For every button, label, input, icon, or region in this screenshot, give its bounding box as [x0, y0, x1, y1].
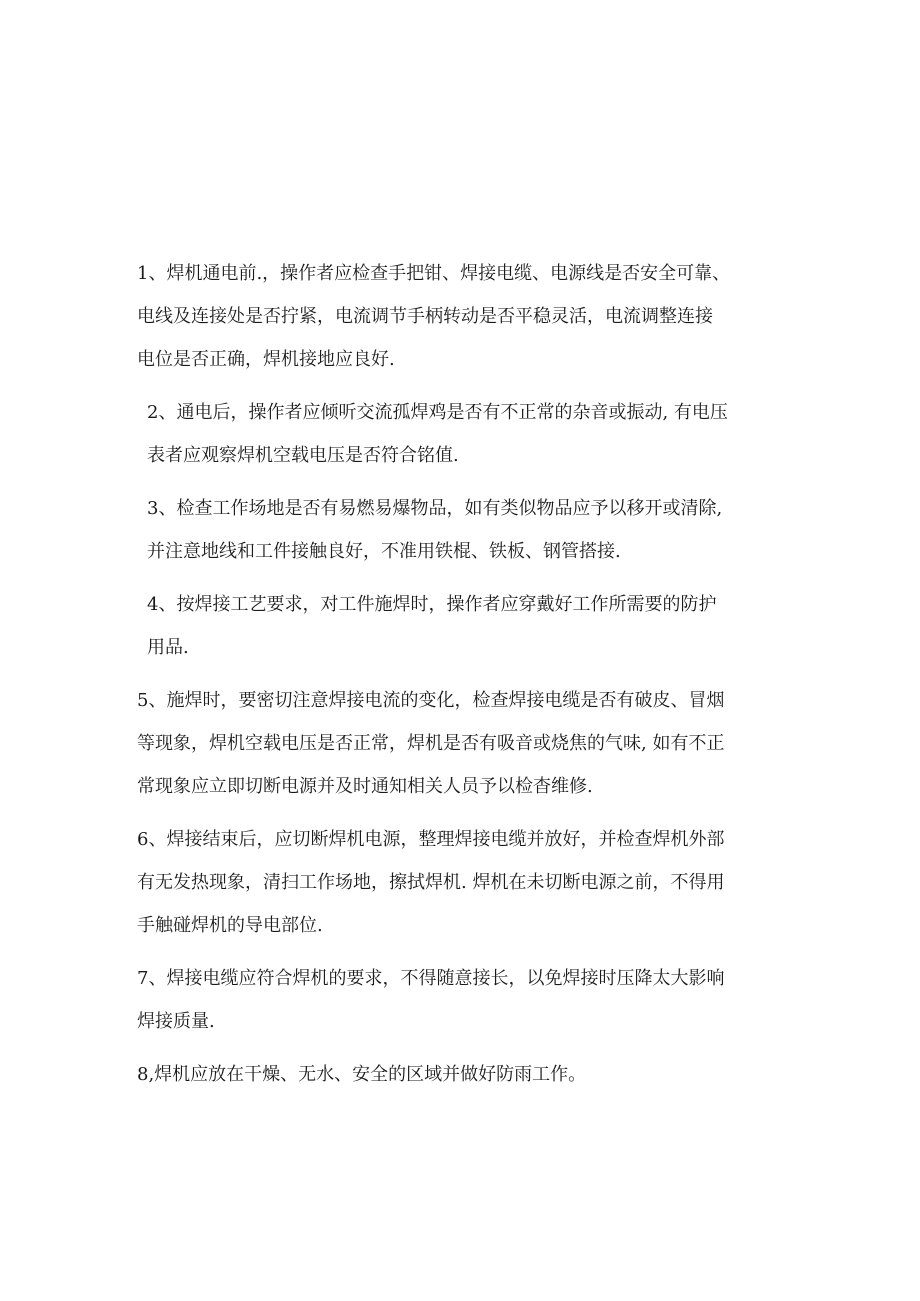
paragraph-7 [137, 957, 787, 1043]
paragraph-line: 1、焊机通电前.，操作者应检查手把钳、焊接电缆、电源线是否安全可靠、 [137, 263, 731, 284]
paragraph-line: 表者应观察焊机空载电压是否符合铭值. [147, 445, 459, 466]
paragraph-line: 焊接质量. [137, 1011, 215, 1032]
paragraph-line: 7、焊接电缆应符合焊机的要求，不得随意接长，以免焊接时压降太大影响 [137, 968, 725, 989]
paragraph-line: 8,焊机应放在干燥、无水、安全的区域并做好防雨工作。 [137, 1064, 587, 1085]
paragraph-line: 并注意地线和工件接触良好，不准用铁棍、铁板、钢管搭接. [147, 541, 621, 562]
paragraph-line: 电位是否正确，焊机接地应良好. [137, 349, 395, 370]
paragraph-line: 用品. [147, 637, 189, 658]
paragraph-2 [137, 391, 787, 477]
paragraph-4 [137, 583, 787, 669]
paragraph-line: 电线及连接处是否拧紧，电流调节手柄转动是否平稳灵活，电流调整连接 [137, 306, 713, 327]
paragraph-line: 常现象应立即切断电源并及时通知相关人员予以检杳维修. [137, 776, 593, 797]
document-body [137, 252, 787, 1096]
paragraph-line: 等现象，焊机空载电压是否正常，焊机是否有吸音或烧焦的气味, 如有不正 [137, 733, 725, 754]
paragraph-line: 手触碰焊机的导电部位. [137, 915, 323, 936]
paragraph-5 [137, 679, 787, 808]
paragraph-line: 4、按焊接工艺要求，对工件施焊时，操作者应穿戴好工作所需要的防护 [147, 594, 717, 615]
paragraph-line: 有无发热现象，清扫工作场地，擦拭焊机. 焊机在未切断电源之前，不得用 [137, 872, 725, 893]
paragraph-8 [137, 1053, 787, 1096]
paragraph-line: 2、通电后，操作者应倾听交流孤焊鸡是否有不正常的杂音或振动, 有电压 [147, 402, 728, 423]
paragraph-3 [137, 487, 787, 573]
paragraph-6 [137, 818, 787, 947]
paragraph-1 [137, 252, 787, 381]
paragraph-line: 6、焊接结束后，应切断焊机电源，整理焊接电缆并放好，并检查焊机外部 [137, 829, 725, 850]
paragraph-line: 5、施焊时，要密切注意焊接电流的变化，检查焊接电缆是否有破皮、冒烟 [137, 690, 725, 711]
paragraph-line: 3、检查工作场地是否有易燃易爆物品，如有类似物品应予以移开或清除, [147, 498, 723, 519]
